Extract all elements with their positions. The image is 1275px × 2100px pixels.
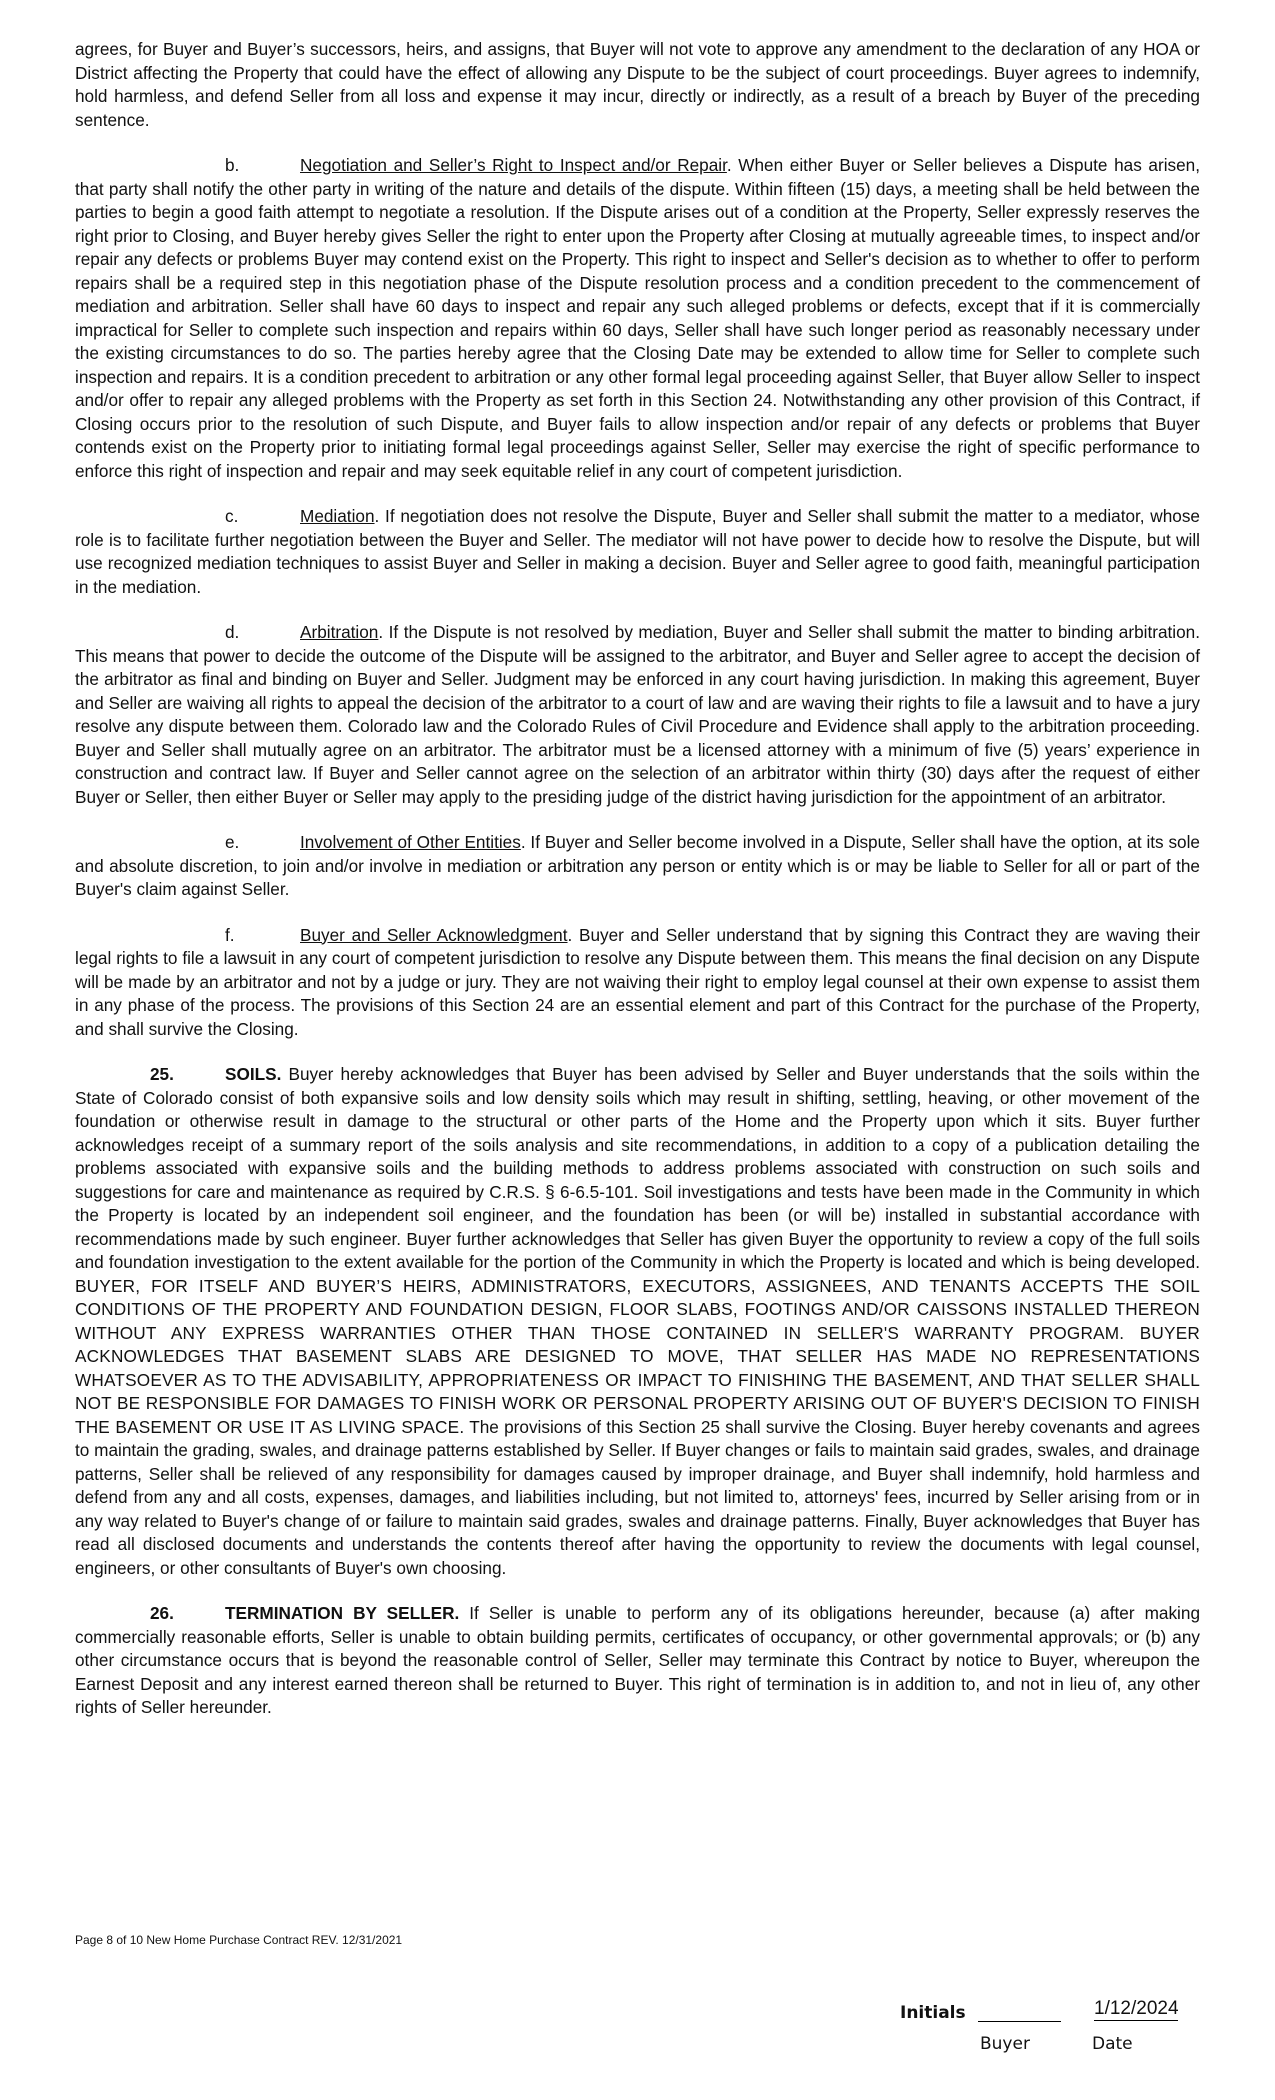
section-24f-letter: f. [225,924,235,945]
contract-body [75,38,1200,1742]
section-24f-paragraph [75,924,1200,1042]
section-25-paragraph [75,1063,1200,1580]
section-26-title: TERMINATION BY SELLER. [225,1603,460,1623]
section-24f-heading: Buyer and Seller Acknowledgment [300,924,568,945]
section-24e-body: . If Buyer and Seller become involved in a Dispute, Seller shall have the option, at its sole and absolute discretion, to join and/or involve in mediation or arbitration any person or entity which is or may be liable to Seller for all or part of the Buyer's claim against Seller. [75,832,1200,899]
section-24d-body: . If the Dispute is not resolved by mediation, Buyer and Seller shall submit the matter to binding arbitration. This means that power to decide the outcome of the Dispute will be assigned to the arbitrator, and Buyer and Seller agree to accept the decision of the arbitrator as final and binding on Buyer and Seller. Judgment may be enforced in any court having jurisdiction. In making this agreement, Buyer and Seller are waiving all rights to appeal the decision of the arbitrator to a court of law and are waving their rights to file a lawsuit and to have a jury resolve any dispute between them. Colorado law and the Colorado Rules of Civil Procedure and Evidence shall apply to the arbitration proceeding. Buyer and Seller shall mutually agree on an arbitrator. The arbitrator must be a licensed attorney with a minimum of five (5) years’ experience in construction and contract law. If Buyer and Seller cannot agree on the selection of an arbitrator within thirty (30) days after the request of either Buyer or Seller, then either Buyer or Seller may apply to the presiding judge of the district having jurisdiction for the appointment of an arbitrator. [75,622,1200,807]
section-26-body: If Seller is unable to perform any of its obligations hereunder, because (a) after making commercially reasonable efforts, Seller is unable to obtain building permits, certificates of occupancy, or other governmental approvals; or (b) any other circumstance occurs that is beyond the reasonable control of Seller, Seller may terminate this Contract by notice to Buyer, whereupon the Earnest Deposit and any interest earned thereon shall be returned to Buyer. This right of termination is in addition to, and not in lieu of, any other rights of Seller hereunder. [75,1603,1200,1717]
section-24d-paragraph [75,621,1200,809]
section-26-paragraph [75,1602,1200,1720]
section-24c-paragraph [75,505,1200,599]
intro-paragraph: agrees, for Buyer and Buyer’s successors, heirs, and assigns, that Buyer will not vote to approve any amendment to the declaration of any HOA or District affecting the Property that could have the effect of allowing any Dispute to be the subject of court proceedings. Buyer agrees to indemnify, hold harmless, and defend Seller from all loss and expense it may incur, directly or indirectly, as a result of a breach by Buyer of the preceding sentence. [75,39,1200,130]
section-24b-heading: Negotiation and Seller’s Right to Inspect and/or Repair [300,155,727,175]
section-24b-paragraph [75,154,1200,483]
section-26-number: 26. [150,1603,174,1623]
section-24d-heading: Arbitration [300,622,379,642]
section-25-disclaimer-caps: BUYER, FOR ITSELF AND BUYER’S HEIRS, ADMINISTRATORS, EXECUTORS, ASSIGNEES, AND TENANTS ACCEPTS THE SOIL CONDITIONS OF THE PROPERTY AND FOUNDATION DESIGN, FLOOR SLABS, FOOTINGS AND/OR CAISSONS INSTALLED THEREON WITHOUT ANY EXPRESS WARRANTIES OTHER THAN THOSE CONTAINED IN SELLER'S WARRANTY PROGRAM. BUYER ACKNOWLEDGES THAT BASEMENT SLABS ARE DESIGNED TO MOVE, THAT SELLER HAS MADE NO REPRESENTATIONS WHATSOEVER AS TO THE ADVISABILITY, APPROPRIATENESS OR IMPACT TO FINISHING THE BASEMENT, AND THAT SELLER SHALL NOT BE RESPONSIBLE FOR DAMAGES TO FINISH WORK OR PERSONAL PROPERTY ARISING OUT OF BUYER'S DECISION TO FINISH THE BASEMENT OR USE IT AS LIVING SPACE. [75,1275,1200,1437]
page-footer: Page 8 of 10 New Home Purchase Contract REV. 12/31/2021 [75,1933,403,1947]
buyer-label: Buyer [980,2034,1030,2054]
buyer-initials-field[interactable] [978,2021,1061,2022]
section-24f-body: . Buyer and Seller understand that by signing this Contract they are waving their legal rights to file a lawsuit in any court of competent jurisdiction to resolve any Dispute between them. This means the final decision on any Dispute will be made by an arbitrator and not by a judge or jury. They are not waiving their right to employ legal counsel at their own expense to assist them in any phase of the process. The provisions of this Section 24 are an essential element and part of this Contract for the purchase of the Property, and shall survive the Closing. [75,924,1200,1039]
date-label: Date [1092,2034,1133,2054]
section-24c-heading: Mediation [300,506,375,526]
section-24d-letter: d. [225,622,240,642]
section-24e-heading: Involvement of Other Entities [300,832,521,852]
section-25-body-2: The provisions of this Section 25 shall survive the Closing. Buyer hereby covenants and agrees to maintain the grading, swales, and drainage patterns established by Seller. If Buyer changes or fails to maintain said grades, swales, and drainage patterns, Seller shall be relieved of any responsibility for damages caused by improper drainage, and Buyer shall indemnify, hold harmless and defend from any and all costs, expenses, damages, and liabilities including, but not limited to, attorneys' fees, incurred by Seller arising from or in any way related to Buyer's change of or failure to maintain said grades, swales and drainage patterns. Finally, Buyer acknowledges that Buyer has read all disclosed documents and understands the contents thereof after having the opportunity to review the documents with legal counsel, engineers, or other consultants of Buyer's own choosing. [75,1416,1200,1578]
date-field[interactable]: 1/12/2024 [1094,1998,1179,2019]
section-24b-body: . When either Buyer or Seller believes a Dispute has arisen, that party shall notify the other party in writing of the nature and details of the dispute. Within fifteen (15) days, a meeting shall be held between the parties to begin a good faith attempt to negotiate a resolution. If the Dispute arises out of a condition at the Property, Seller expressly reserves the right prior to Closing, and Buyer hereby gives Seller the right to enter upon the Property after Closing at mutually agreeable times, to inspect and/or repair any defects or problems Buyer may contend exist on the Property. This right to inspect and Seller's decision as to whether to offer to perform repairs shall be a required step in this negotiation phase of the Dispute resolution process and a condition precedent to the commencement of mediation and arbitration. Seller shall have 60 days to inspect and repair any such alleged problems or defects, except that if it is commercially impractical for Seller to complete such inspection and repairs within 60 days, Seller shall have such longer period as reasonably necessary under the existing circumstances to do so. The parties hereby agree that the Closing Date may be extended to allow time for Seller to complete such inspection and repairs. It is a condition precedent to arbitration or any other formal legal proceeding against Seller, that Buyer allow Seller to inspect and/or offer to repair any alleged problems with the Property as set forth in this Section 24. Notwithstanding any other provision of this Contract, if Closing occurs prior to the resolution of such Dispute, and Buyer fails to allow inspection and/or repair of any defects or problems that Buyer contends exist on the Property prior to initiating formal legal proceedings against Seller, Seller may exercise the right of specific performance to enforce this right of inspection and repair and may seek equitable relief in any court of competent jurisdiction. [75,155,1200,481]
section-25-number: 25. [150,1064,174,1084]
section-24e-letter: e. [225,832,240,852]
section-24c-letter: c. [225,506,239,526]
section-25-body-1: Buyer hereby acknowledges that Buyer has been advised by Seller and Buyer understands that the soils within the State of Colorado consist of both expansive soils and low density soils which may result in shifting, settling, heaving, or other movement of the foundation or otherwise result in damage to the structural or other parts of the Home and the Property upon which it sits. Buyer further acknowledges receipt of a summary report of the soils analysis and site recommendations, in addition to a copy of a publication detailing the problems associated with expansive soils and the building methods to address problems associated with construction on such soils and suggestions for care and maintenance as required by C.R.S. § 6-6.5-101. Soil investigations and tests have been made in the Community in which the Property is located by an independent soil engineer, and the foundation has been (or will be) installed in substantial accordance with recommendations made by such engineer. Buyer further acknowledges that Seller has given Buyer the opportunity to review a copy of the full soils and foundation investigation to the extent available for the portion of the Community in which the Property is located and which is being developed. [75,1064,1200,1272]
section-24b-letter: b. [225,155,240,175]
section-24e-paragraph [75,831,1200,902]
section-24c-body: . If negotiation does not resolve the Dispute, Buyer and Seller shall submit the matter to a mediator, whose role is to facilitate further negotiation between the Buyer and Seller. The mediator will not have power to decide how to resolve the Dispute, but will use recognized mediation techniques to assist Buyer and Seller in making a decision. Buyer and Seller agree to good faith, meaningful participation in the mediation. [75,506,1200,597]
section-25-title: SOILS. [225,1064,282,1084]
initials-label: Initials [900,2003,966,2023]
